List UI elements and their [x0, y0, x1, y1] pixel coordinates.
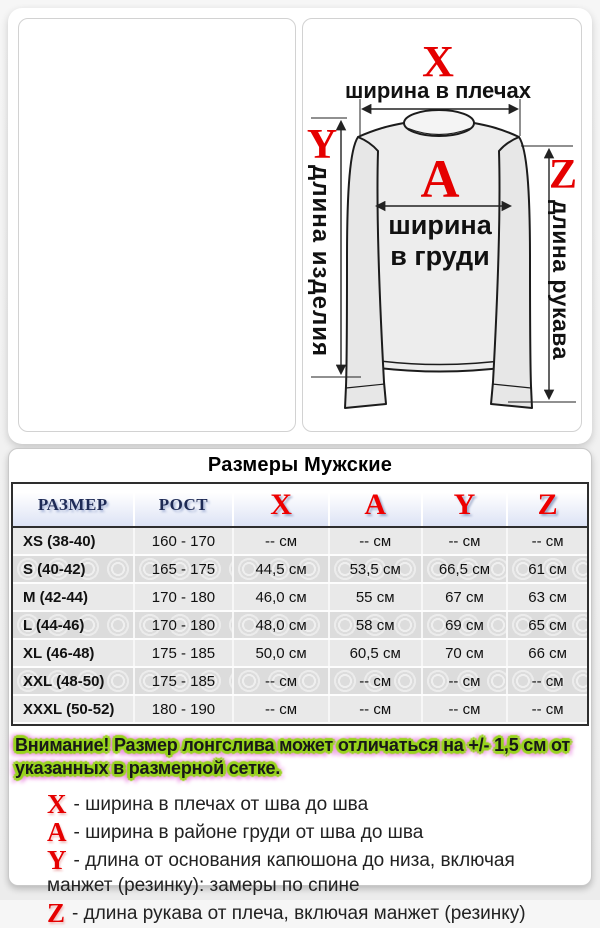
legend-item-z: Z - длина рукава от плеча, включая манжет (резинку) [47, 898, 526, 928]
table-row: M (42-44) 170 - 180 46,0 см 55 см 67 см 63 см [13, 583, 587, 611]
x-caption: ширина в плечах [344, 78, 532, 103]
table-row: S (40-42) 165 - 175 44,5 см 53,5 см 66,5 см 61 см [13, 555, 587, 583]
table-row: XXL (48-50) 175 - 185 -- см -- см -- см -- см [13, 667, 587, 695]
legend-letter-a: A [47, 817, 67, 847]
measurement-legend [47, 789, 581, 928]
size-table-card [8, 448, 592, 928]
legend-item-a: A - ширина в районе груди от шва до шва [47, 817, 424, 847]
collar [404, 110, 474, 136]
table-header-row [13, 484, 587, 527]
size-table [13, 484, 587, 724]
legend-letter-x: X [47, 789, 67, 819]
measurement-diagram-panel [302, 18, 582, 432]
z-caption: длина рукава [548, 200, 574, 360]
longsleeve-measurement-diagram [303, 19, 581, 431]
col-header-z: Z [507, 484, 587, 527]
y-caption: длина изделия [307, 165, 334, 358]
size-table-border [11, 482, 589, 726]
table-title: Размеры Мужские [207, 454, 393, 476]
a-caption-line1: ширина [388, 210, 492, 240]
legend-letter-y: Y [47, 845, 67, 875]
legend-item-x: X - ширина в плечах от шва до шва [47, 789, 369, 819]
col-header-a: A [329, 484, 422, 527]
legend-item-y: Y - длина от основания капюшона до низа, включая манжет (резинку): замеры по спине [47, 845, 515, 896]
table-row: XL (46-48) 175 - 185 50,0 см 60,5 см 70 см 66 см [13, 639, 587, 667]
col-header-x: X [233, 484, 328, 527]
z-letter: Z [548, 152, 578, 198]
size-tolerance-warning: Внимание! Размер лонгслива может отличаться на +/- 1,5 см от указанных в размерной сетке. [15, 735, 571, 778]
table-row: XXXL (50-52) 180 - 190 -- см -- см -- см -- см [13, 695, 587, 723]
diagram-card [8, 8, 592, 444]
x-letter: X [422, 37, 454, 86]
y-letter: Y [306, 122, 338, 168]
table-row: XS (38-40) 160 - 170 -- см -- см -- см -- см [13, 527, 587, 555]
a-letter: A [420, 149, 460, 209]
legend-letter-z: Z [47, 898, 66, 928]
table-row: L (44-46) 170 - 180 48,0 см 58 см 69 см 65 см [13, 611, 587, 639]
a-caption-line2: в груди [390, 241, 490, 271]
col-header-y: Y [422, 484, 508, 527]
col-header-height: РОСТ [134, 484, 234, 527]
col-header-size: РАЗМЕР [13, 484, 134, 527]
empty-product-panel [18, 18, 296, 432]
